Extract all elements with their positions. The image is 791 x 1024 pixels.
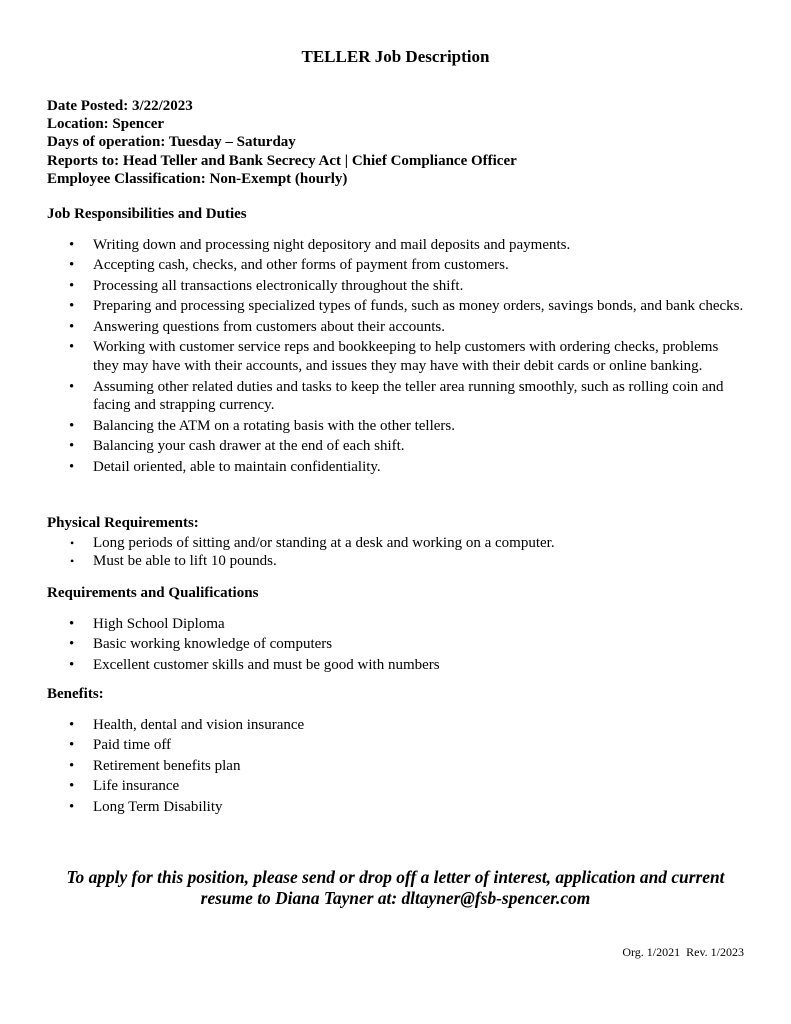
bullet-icon: • bbox=[69, 257, 75, 274]
physical-list bbox=[47, 534, 747, 570]
list-item-text: Must be able to lift 10 pounds. bbox=[93, 553, 277, 569]
page-title: TELLER Job Description bbox=[301, 47, 490, 66]
benefits-heading: Benefits: bbox=[47, 686, 104, 702]
list-item bbox=[47, 552, 747, 570]
job-meta bbox=[47, 97, 517, 188]
benefits-list bbox=[47, 716, 747, 818]
list-item bbox=[47, 798, 747, 817]
responsibilities-list bbox=[47, 236, 747, 478]
responsibilities-heading: Job Responsibilities and Duties bbox=[47, 206, 247, 222]
date-posted: Date Posted: 3/22/2023 bbox=[47, 98, 193, 114]
list-item bbox=[47, 656, 747, 675]
list-item-text: Retirement benefits plan bbox=[93, 757, 241, 774]
revision-footer: Org. 1/2021 Rev. 1/2023 bbox=[622, 945, 744, 959]
bullet-icon: • bbox=[70, 536, 75, 550]
qualifications-list bbox=[47, 615, 747, 676]
list-item bbox=[47, 417, 747, 436]
list-item bbox=[47, 458, 747, 477]
apply-line-2: resume to Diana Tayner at: dltayner@fsb-spencer.com bbox=[200, 888, 591, 908]
list-item-text: Excellent customer skills and must be good with numbers bbox=[93, 656, 440, 673]
list-item bbox=[47, 615, 747, 634]
bullet-icon: • bbox=[69, 717, 75, 733]
list-item-text: Working with customer service reps and bookkeeping to help customers with ordering checks, problems they may have with their accounts, and issues they may have with their debit cards or online banking. bbox=[93, 339, 719, 375]
list-item-text: Answering questions from customers about their accounts. bbox=[93, 318, 446, 335]
list-item bbox=[47, 757, 747, 776]
list-item bbox=[47, 378, 747, 415]
list-item-text: Basic working knowledge of computers bbox=[93, 636, 333, 653]
list-item bbox=[47, 338, 747, 375]
list-item bbox=[47, 236, 747, 255]
list-item-text: Long periods of sitting and/or standing at a desk and working on a computer. bbox=[93, 535, 555, 551]
bullet-icon: • bbox=[69, 277, 75, 294]
bullet-icon: • bbox=[69, 378, 75, 395]
list-item bbox=[47, 256, 747, 275]
list-item-text: Writing down and processing night depository and mail deposits and payments. bbox=[93, 237, 571, 253]
list-item bbox=[47, 716, 747, 735]
list-item bbox=[47, 777, 747, 796]
bullet-icon: • bbox=[69, 616, 75, 632]
bullet-icon: • bbox=[69, 778, 75, 795]
bullet-icon: • bbox=[69, 237, 75, 253]
list-item bbox=[47, 635, 747, 654]
list-item-text: Accepting cash, checks, and other forms of payment from customers. bbox=[93, 257, 509, 274]
employee-classification: Employee Classification: Non-Exempt (hourly) bbox=[47, 170, 348, 187]
list-item bbox=[47, 534, 747, 552]
list-item-text: Preparing and processing specialized types of funds, such as money orders, savings bonds, and bank checks. bbox=[93, 298, 744, 315]
bullet-icon: • bbox=[69, 798, 75, 815]
bullet-icon: • bbox=[70, 554, 75, 568]
list-item-text: Processing all transactions electronically throughout the shift. bbox=[93, 277, 464, 294]
list-item-text: Health, dental and vision insurance bbox=[93, 717, 305, 733]
bullet-icon: • bbox=[69, 737, 75, 754]
days-of-operation: Days of operation: Tuesday – Saturday bbox=[47, 134, 296, 151]
bullet-icon: • bbox=[69, 636, 75, 653]
bullet-icon: • bbox=[69, 318, 75, 335]
bullet-icon: • bbox=[69, 417, 75, 434]
list-item-text: High School Diploma bbox=[93, 616, 225, 632]
list-item bbox=[47, 277, 747, 296]
list-item-text: Paid time off bbox=[93, 737, 172, 754]
bullet-icon: • bbox=[69, 339, 75, 356]
list-item-text: Balancing the ATM on a rotating basis with the other tellers. bbox=[93, 417, 456, 434]
bullet-icon: • bbox=[69, 458, 75, 475]
list-item bbox=[47, 297, 747, 316]
bullet-icon: • bbox=[69, 298, 75, 315]
list-item-text: Balancing your cash drawer at the end of each shift. bbox=[93, 438, 405, 455]
list-item-text: Life insurance bbox=[93, 778, 180, 795]
location: Location: Spencer bbox=[47, 116, 165, 133]
application-instructions bbox=[0, 867, 791, 909]
bullet-icon: • bbox=[69, 656, 75, 673]
qualifications-heading: Requirements and Qualifications bbox=[47, 585, 259, 601]
bullet-icon: • bbox=[69, 438, 75, 455]
reports-to: Reports to: Head Teller and Bank Secrecy Act | Chief Compliance Officer bbox=[47, 152, 517, 169]
list-item bbox=[47, 736, 747, 755]
list-item bbox=[47, 318, 747, 337]
list-item-text: Long Term Disability bbox=[93, 798, 223, 815]
bullet-icon: • bbox=[69, 757, 75, 774]
list-item-text: Detail oriented, able to maintain confidentiality. bbox=[93, 458, 381, 475]
list-item bbox=[47, 437, 747, 456]
physical-heading: Physical Requirements: bbox=[47, 515, 199, 531]
apply-line-1: To apply for this position, please send or drop off a letter of interest, application and current bbox=[66, 867, 725, 887]
list-item-text: Assuming other related duties and tasks to keep the teller area running smoothly, such as rolling coin and facing and strapping currency. bbox=[93, 378, 724, 414]
